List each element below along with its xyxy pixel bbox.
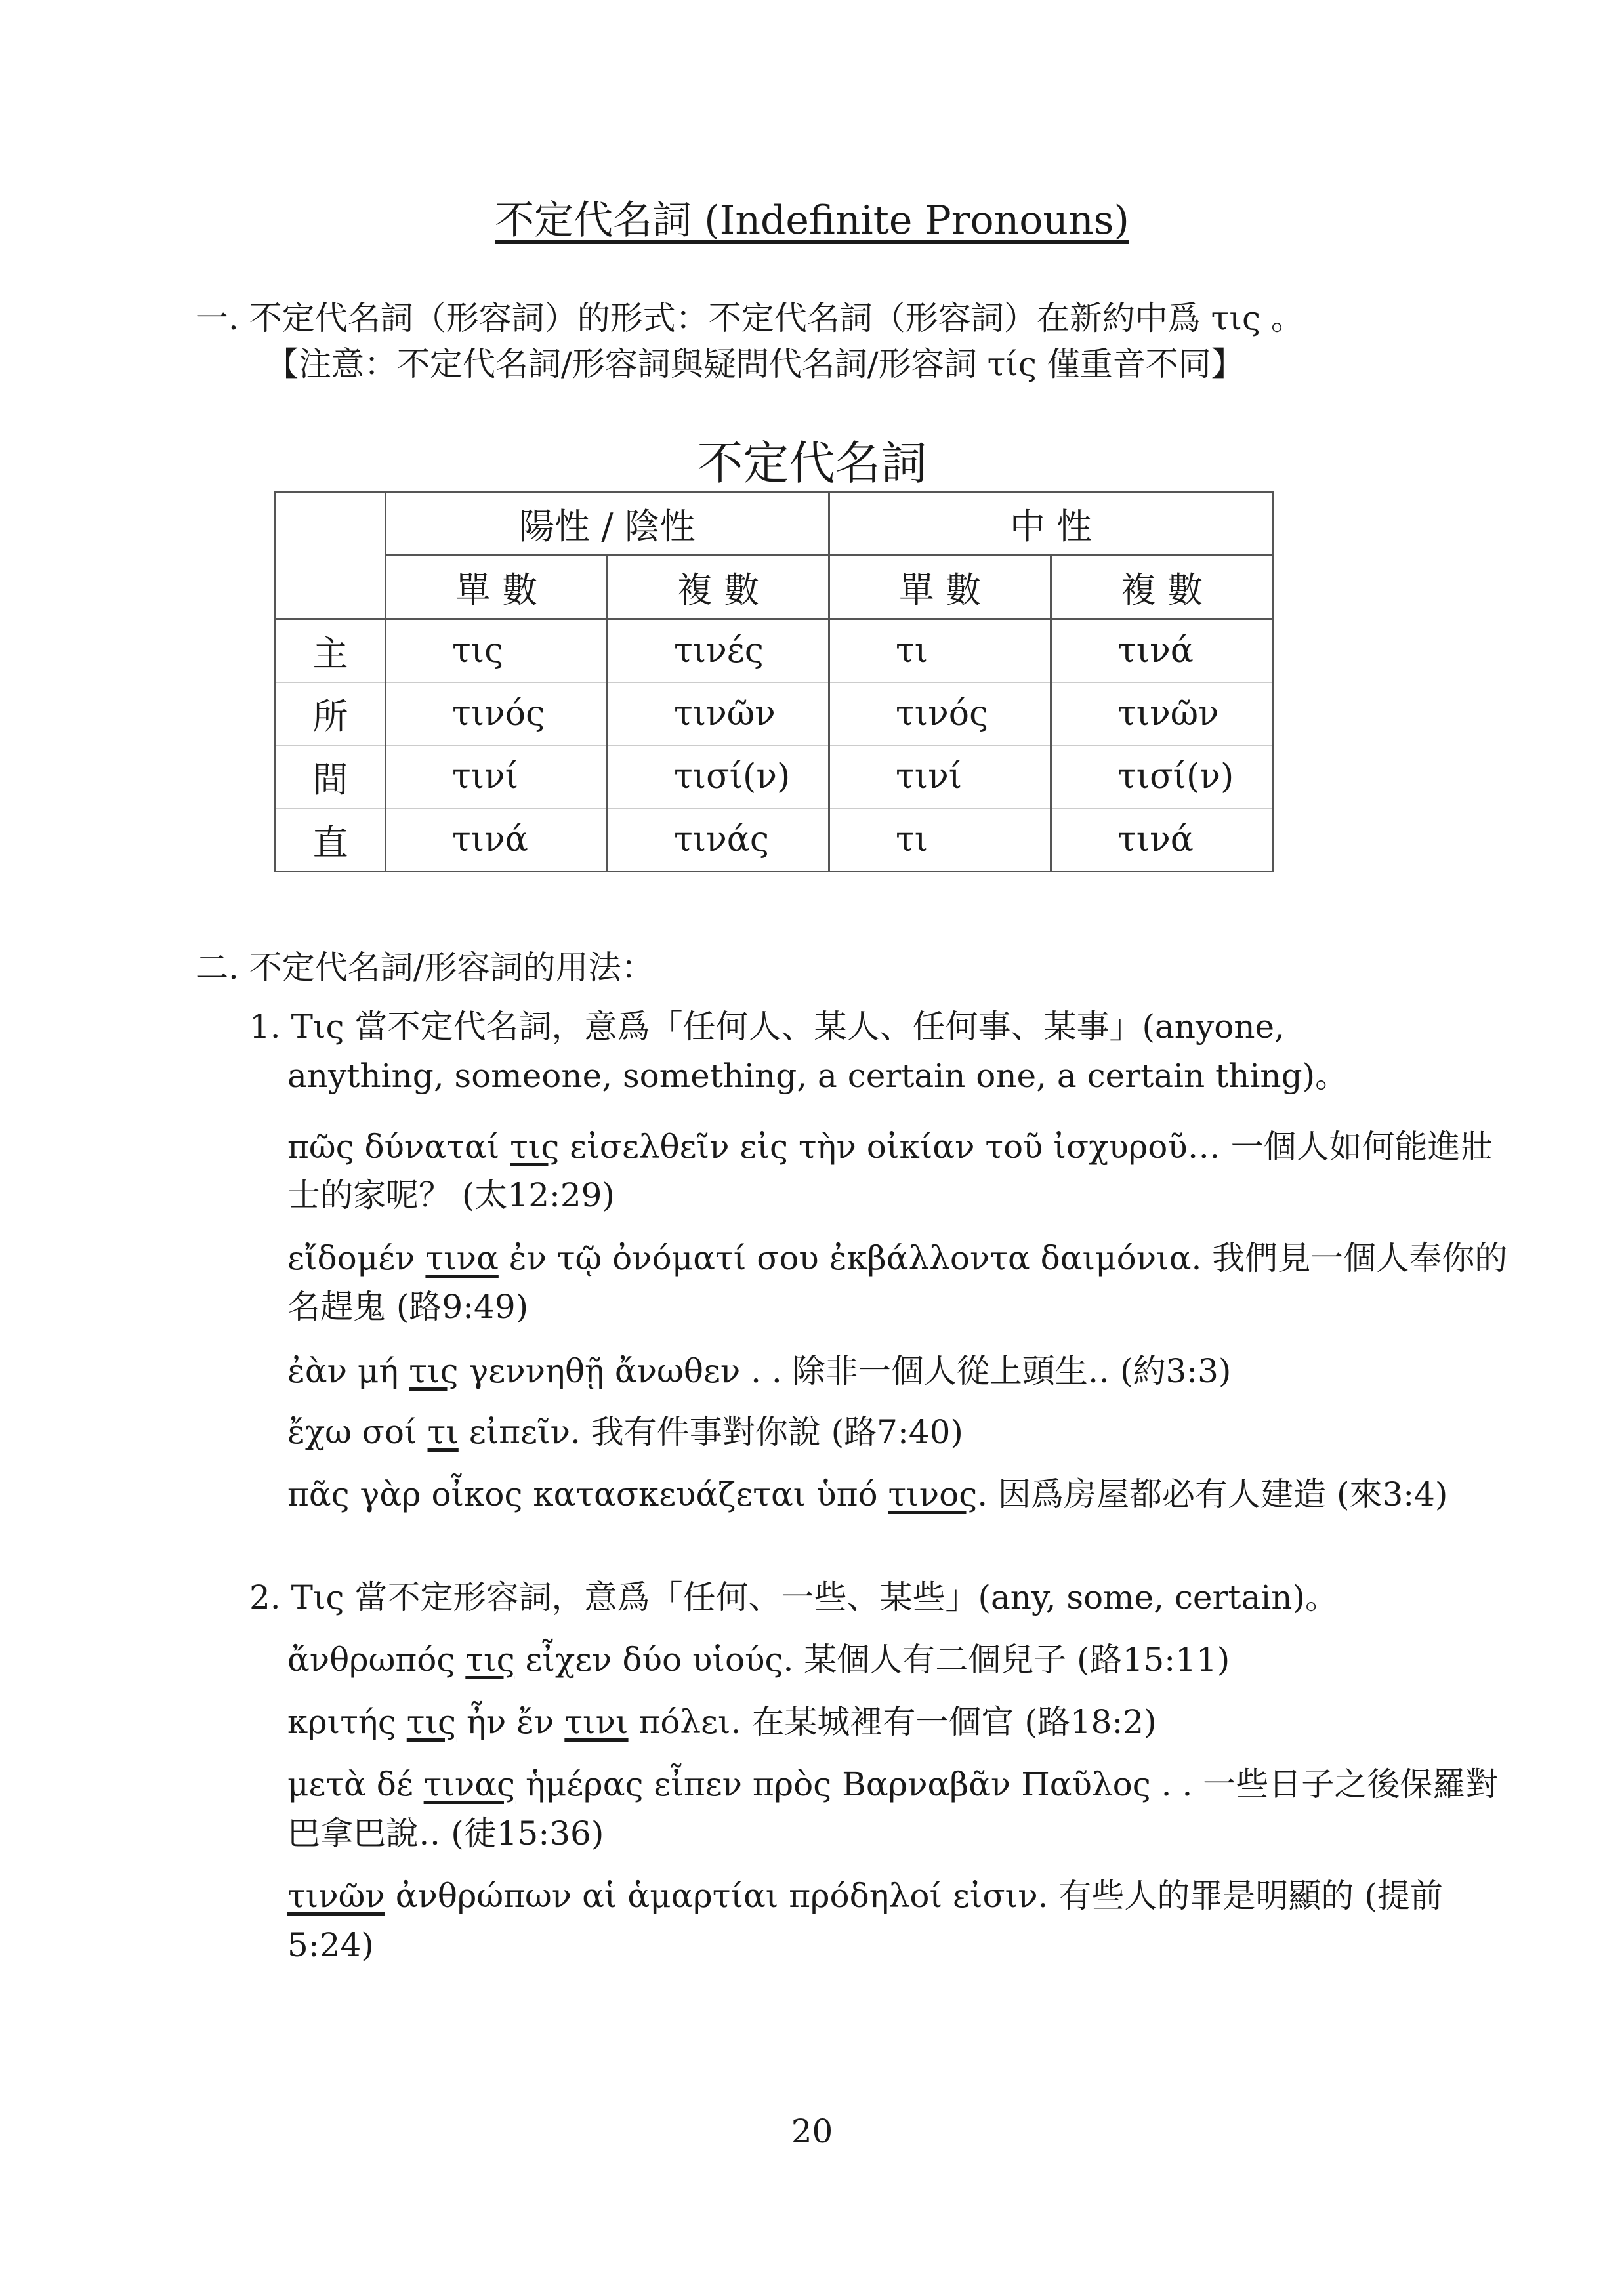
form-cell: τι xyxy=(829,619,1051,683)
example-line: εἴδομέν τινα ἐν τῷ ὀνόματί σου ἐκβάλλοντα δαιμόνια. 我們見一個人奉你的 xyxy=(287,1239,1508,1277)
header-plural: 複 數 xyxy=(608,556,829,619)
example-line-cont: 5:24) xyxy=(287,1926,374,1964)
corner-cell xyxy=(276,492,386,619)
table-row xyxy=(276,682,1273,745)
table-title: 不定代名詞 xyxy=(697,436,927,490)
declension-table xyxy=(274,491,1274,872)
case-label: 主 xyxy=(276,619,386,683)
table-row xyxy=(276,745,1273,808)
example-line: ἐὰν μή τις γεννηθῇ ἄνωθεν . . 除非一個人從上頭生‥ (約3:3) xyxy=(287,1352,1232,1390)
form-cell: τις xyxy=(386,619,608,683)
form-cell: τινί xyxy=(829,745,1051,808)
form-cell: τινές xyxy=(608,619,829,683)
header-singular: 單 數 xyxy=(386,556,608,619)
header-masc-fem: 陽性 / 陰性 xyxy=(386,492,829,556)
page-title: 不定代名詞 (Indefinite Pronouns) xyxy=(495,197,1129,243)
example-line-cont: 巴拿巴說‥ (徒15:36) xyxy=(287,1814,604,1853)
example-line-cont: 名趕鬼 (路9:49) xyxy=(287,1288,529,1326)
example-line: ἄνθρωπός τις εἶχεν δύο υἱούς. 某個人有二個兒子 (路15:11) xyxy=(287,1641,1230,1679)
example-line-cont: 士的家呢？ (太12:29) xyxy=(287,1176,615,1214)
case-label: 間 xyxy=(276,745,386,808)
form-cell: τινός xyxy=(386,682,608,745)
example-line: κριτής τις ἦν ἔν τινι πόλει. 在某城裡有一個官 (路18:2) xyxy=(287,1703,1157,1741)
section1-note: 【注意：不定代名詞/形容詞與疑問代名詞/形容詞 τίς 僅重音不同】 xyxy=(266,345,1244,383)
form-cell: τινάς xyxy=(608,808,829,872)
form-cell: τινά xyxy=(1051,808,1273,872)
page-number: 20 xyxy=(791,2112,833,2150)
point1-line1: 1. Τις 當不定代名詞，意爲「任何人、某人、任何事、某事」(anyone, xyxy=(249,1008,1285,1046)
table-row xyxy=(276,619,1273,683)
example-line: πῶς δύναταί τις εἰσελθεῖν εἰς τὴν οἰκίαν τοῦ ἰσχυροῦ… 一個人如何能進壯 xyxy=(287,1128,1493,1166)
case-label: 直 xyxy=(276,808,386,872)
form-cell: τινός xyxy=(829,682,1051,745)
section2-heading: 二. 不定代名詞/形容詞的用法： xyxy=(196,949,654,987)
example-line: ἔχω σοί τι εἰπεῖν. 我有件事對你說 (路7:40) xyxy=(287,1413,963,1451)
table-row xyxy=(276,808,1273,872)
form-cell: τινῶν xyxy=(608,682,829,745)
form-cell: τινῶν xyxy=(1051,682,1273,745)
example-line: τινῶν ἀνθρώπων αἱ ἁμαρτίαι πρόδηλοί εἰσιν. 有些人的罪是明顯的 (提前 xyxy=(287,1877,1443,1915)
case-label: 所 xyxy=(276,682,386,745)
form-cell: τισί(ν) xyxy=(608,745,829,808)
form-cell: τι xyxy=(829,808,1051,872)
header-singular: 單 數 xyxy=(829,556,1051,619)
point2-line1: 2. Τις 當不定形容詞，意爲「任何、一些、某些」(any, some, certain)。 xyxy=(249,1578,1339,1616)
form-cell: τινί xyxy=(386,745,608,808)
example-line: μετὰ δέ τινας ἡμέρας εἶπεν πρὸς Βαρναβᾶν Παῦλος . . 一些日子之後保羅對 xyxy=(287,1765,1499,1803)
form-cell: τινά xyxy=(1051,619,1273,683)
section1-heading: 一. 不定代名詞（形容詞）的形式：不定代名詞（形容詞）在新約中爲 τις 。 xyxy=(196,299,1304,337)
header-neuter: 中 性 xyxy=(829,492,1273,556)
header-plural: 複 數 xyxy=(1051,556,1273,619)
point1-line2: anything, someone, something, a certain one, a certain thing)。 xyxy=(287,1057,1348,1095)
example-line: πᾶς γὰρ οἶκος κατασκευάζεται ὑπό τινος. 因爲房屋都必有人建造 (來3:4) xyxy=(287,1475,1448,1513)
form-cell: τισί(ν) xyxy=(1051,745,1273,808)
form-cell: τινά xyxy=(386,808,608,872)
